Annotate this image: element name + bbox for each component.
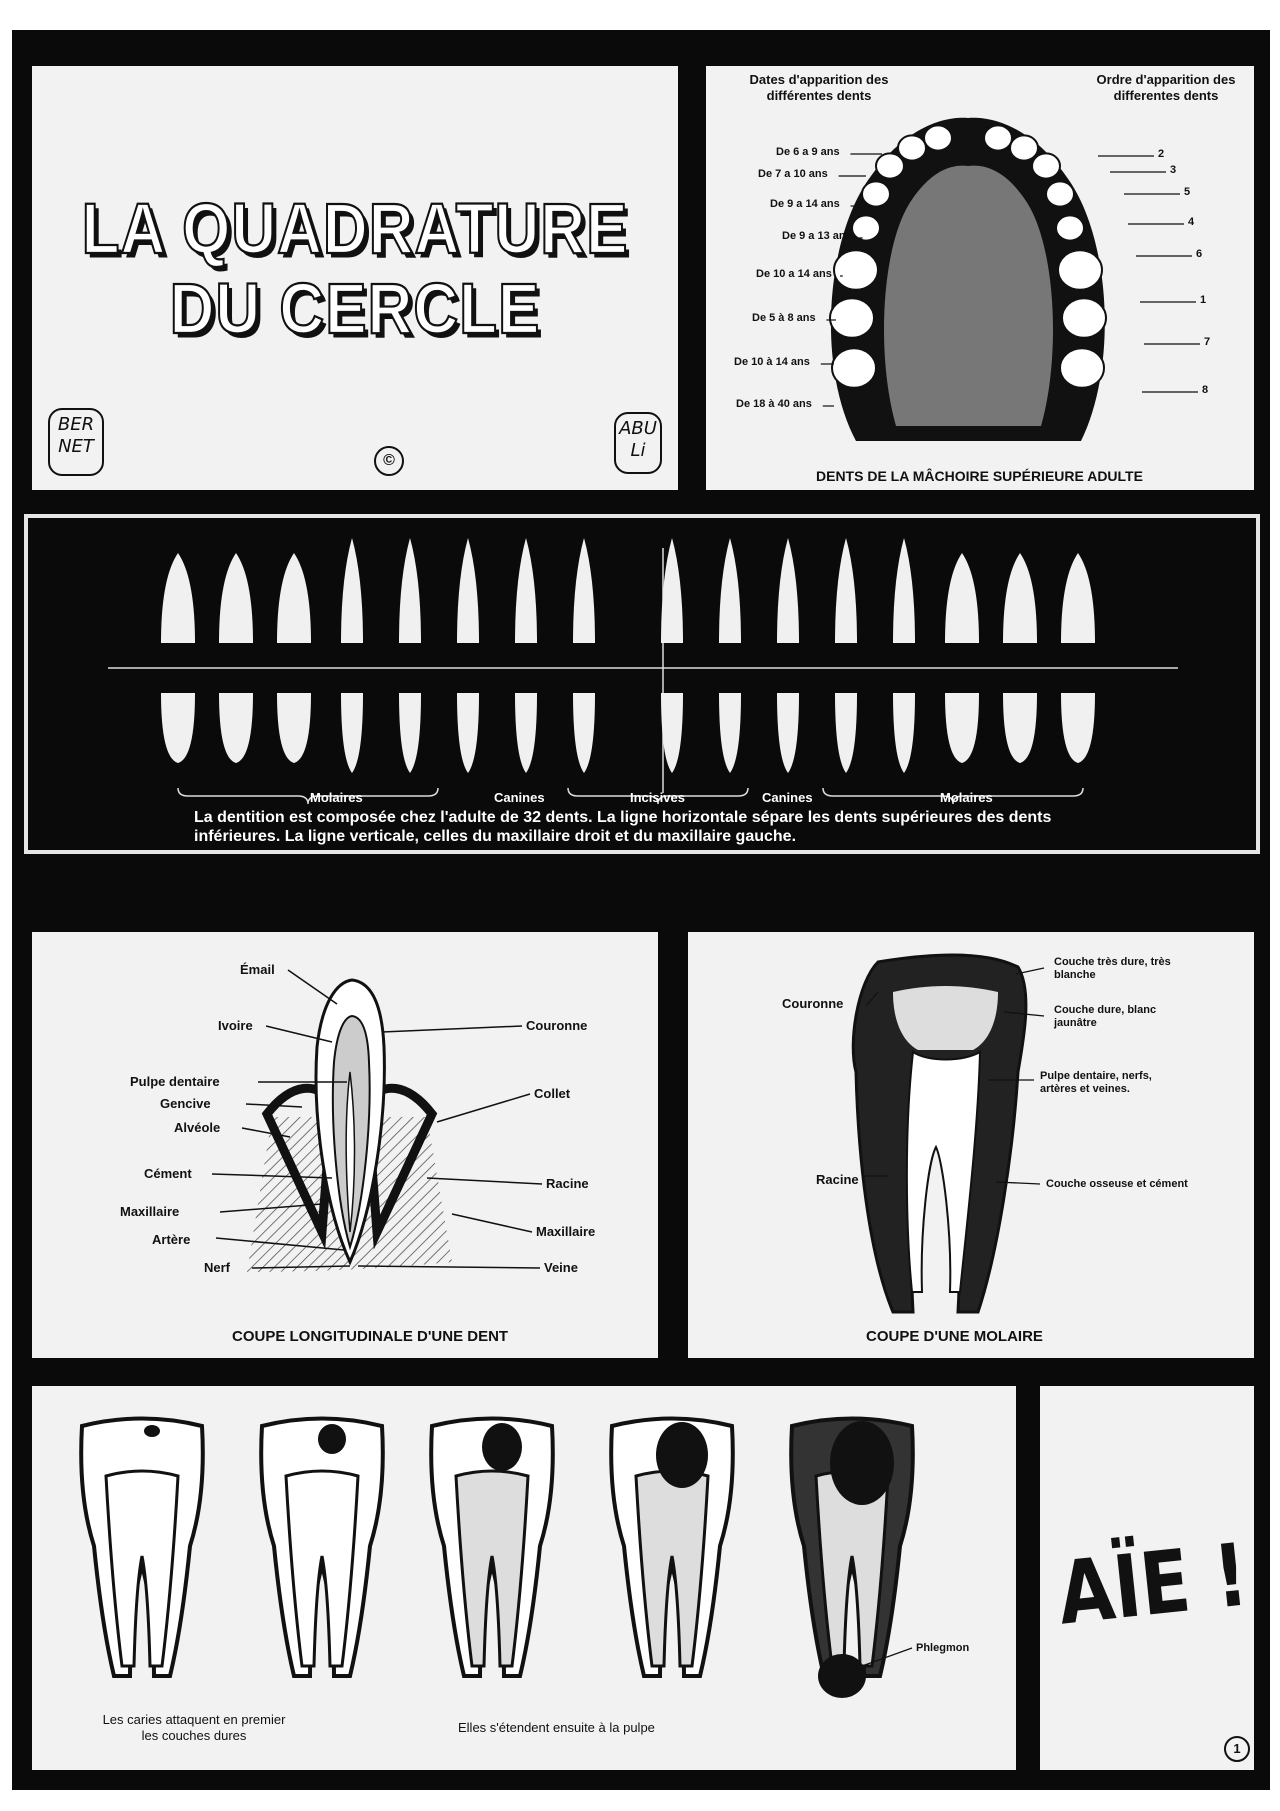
caries-stage-1	[81, 1419, 203, 1677]
label-cement: Cément	[144, 1166, 192, 1181]
comic-page	[12, 30, 1270, 1790]
caries-panel	[32, 1386, 1016, 1770]
upper-tooth	[1003, 553, 1037, 643]
lower-tooth	[945, 693, 979, 763]
upper-tooth	[945, 553, 979, 643]
jaw-tooth	[984, 125, 1012, 150]
upper-tooth	[457, 538, 479, 643]
group-label-molaires-right: Molaires	[940, 790, 993, 805]
jaw-tooth	[1062, 298, 1106, 338]
upper-tooth	[661, 538, 683, 643]
label-collet: Collet	[534, 1086, 571, 1101]
upper-tooth	[277, 553, 311, 643]
order-number-5: 6	[1196, 248, 1203, 260]
age-label-1: De 6 a 9 ans	[776, 146, 840, 158]
upper-tooth	[515, 538, 537, 643]
age-label-2: De 7 a 10 ans	[758, 168, 828, 180]
label-email: Émail	[240, 962, 275, 977]
caries-stage-4	[611, 1419, 733, 1677]
upper-tooth	[341, 538, 363, 643]
lower-tooth	[1003, 693, 1037, 763]
group-label-incisives: Incisives	[630, 790, 685, 805]
upper-jaw-panel	[706, 66, 1254, 490]
jaw-tooth	[1058, 250, 1102, 290]
title-panel	[32, 66, 678, 490]
jaw-tooth	[1060, 348, 1104, 388]
label-maxillaire-right: Maxillaire	[536, 1224, 596, 1239]
longitudinal-caption: COUPE LONGITUDINALE D'UNE DENT	[232, 1328, 509, 1345]
exclamation-panel	[1040, 1386, 1254, 1770]
jaw-tooth	[898, 135, 926, 160]
caries-stage-3	[431, 1419, 553, 1677]
age-label-5: De 10 a 14 ans	[756, 268, 832, 280]
upper-tooth	[777, 538, 799, 643]
jaw-tooth	[1010, 135, 1038, 160]
lower-tooth	[661, 693, 683, 773]
caries-stage-5	[791, 1419, 913, 1677]
label-alveole: Alvéole	[174, 1120, 221, 1135]
upper-tooth	[399, 538, 421, 643]
exclamation-text: AÏE !	[1053, 1523, 1253, 1645]
lower-tooth	[161, 693, 195, 763]
order-number-4: 4	[1188, 216, 1195, 228]
upper-tooth	[219, 553, 253, 643]
lower-tooth	[219, 693, 253, 763]
upper-tooth	[893, 538, 915, 643]
page-number: 1	[1224, 1736, 1250, 1762]
molar-label-pulpe: Pulpe dentaire, nerfs, artères et veines.	[1040, 1070, 1152, 1095]
title-line-2: DU CERCLE	[169, 269, 541, 350]
caries-stage-2	[261, 1419, 383, 1677]
copyright-symbol: ©	[374, 446, 404, 476]
order-number-6: 1	[1200, 294, 1207, 306]
jaw-header-left: Dates d'apparition des différentes dents	[749, 72, 889, 103]
phlegmon-mark	[818, 1654, 866, 1698]
longitudinal-panel	[32, 932, 658, 1358]
label-veine: Veine	[544, 1260, 578, 1275]
jaw-tooth	[832, 348, 876, 388]
label-ivoire: Ivoire	[218, 1018, 253, 1033]
upper-tooth	[573, 538, 595, 643]
upper-tooth	[719, 538, 741, 643]
jaw-tooth	[862, 181, 890, 206]
age-label-8: De 18 à 40 ans	[736, 398, 812, 410]
title-line-1: LA QUADRATURE	[81, 189, 629, 270]
label-couronne: Couronne	[526, 1018, 588, 1033]
molar-label-tres-dure: Couche très dure, très blanche	[1054, 956, 1171, 981]
signature-right: ABU Li	[614, 412, 662, 474]
signature-left: BER NET	[48, 408, 104, 476]
dentition-description: La dentition est composée chez l'adulte de 32 dents. La ligne horizontale sépare les dents supérieures des dents inférieures. La ligne verticale, celles du maxillaire droit et du maxillaire gauche.	[194, 809, 1052, 845]
lower-tooth	[399, 693, 421, 773]
jaw-tooth	[1056, 215, 1084, 240]
jaw-tooth	[834, 250, 878, 290]
jaw-tooth	[876, 153, 904, 178]
label-racine: Racine	[546, 1176, 589, 1191]
molar-label-couronne: Couronne	[782, 996, 844, 1011]
lower-tooth	[341, 693, 363, 773]
group-label-molaires-left: Molaires	[310, 790, 363, 805]
jaw-tooth	[852, 215, 880, 240]
lower-tooth	[777, 693, 799, 773]
group-label-canines-left: Canines	[494, 790, 545, 805]
molar-caption: COUPE D'UNE MOLAIRE	[866, 1328, 1043, 1345]
molar-label-osseuse: Couche osseuse et cément	[1046, 1178, 1188, 1190]
upper-tooth	[161, 553, 195, 643]
age-label-6: De 5 à 8 ans	[752, 312, 816, 324]
age-label-3: De 9 a 14 ans	[770, 198, 840, 210]
label-artere: Artère	[152, 1232, 191, 1247]
upper-tooth	[835, 538, 857, 643]
order-number-7: 7	[1204, 336, 1211, 348]
lower-tooth	[573, 693, 595, 773]
lower-tooth	[515, 693, 537, 773]
lower-tooth	[1061, 693, 1095, 763]
longitudinal-drawing	[32, 932, 658, 1358]
lower-tooth	[457, 693, 479, 773]
label-pulpe-dentaire: Pulpe dentaire	[130, 1074, 220, 1089]
molar-label-racine: Racine	[816, 1172, 859, 1187]
age-label-7: De 10 à 14 ans	[734, 356, 810, 368]
lower-tooth	[719, 693, 741, 773]
dentition-panel	[24, 514, 1260, 854]
jaw-header-right: Ordre d'apparition des differentes dents	[1096, 72, 1236, 103]
order-number-8: 8	[1202, 384, 1209, 396]
lower-tooth	[893, 693, 915, 773]
caries-caption-right: Elles s'étendent ensuite à la pulpe	[458, 1720, 655, 1735]
order-number-3: 5	[1184, 186, 1191, 198]
jaw-tooth	[1046, 181, 1074, 206]
upper-tooth	[1061, 553, 1095, 643]
label-phlegmon: Phlegmon	[916, 1642, 970, 1654]
molar-label-dure: Couche dure, blanc jaunâtre	[1054, 1004, 1157, 1029]
lower-tooth	[835, 693, 857, 773]
molar-panel	[688, 932, 1254, 1358]
label-maxillaire-left: Maxillaire	[120, 1204, 180, 1219]
lower-tooth	[277, 693, 311, 763]
order-number-1: 2	[1158, 148, 1165, 160]
jaw-caption: DENTS DE LA MÂCHOIRE SUPÉRIEURE ADULTE	[816, 468, 1143, 484]
jaw-tooth	[924, 125, 952, 150]
jaw-tooth	[1032, 153, 1060, 178]
molar-drawing	[688, 932, 1254, 1358]
age-label-4: De 9 a 13 ans	[782, 230, 852, 242]
label-nerf: Nerf	[204, 1260, 231, 1275]
group-label-canines-right: Canines	[762, 790, 813, 805]
label-gencive: Gencive	[160, 1096, 211, 1111]
order-number-2: 3	[1170, 164, 1177, 176]
jaw-tooth	[830, 298, 874, 338]
caries-caption-left: Les caries attaquent en premier les couches dures	[102, 1712, 286, 1743]
